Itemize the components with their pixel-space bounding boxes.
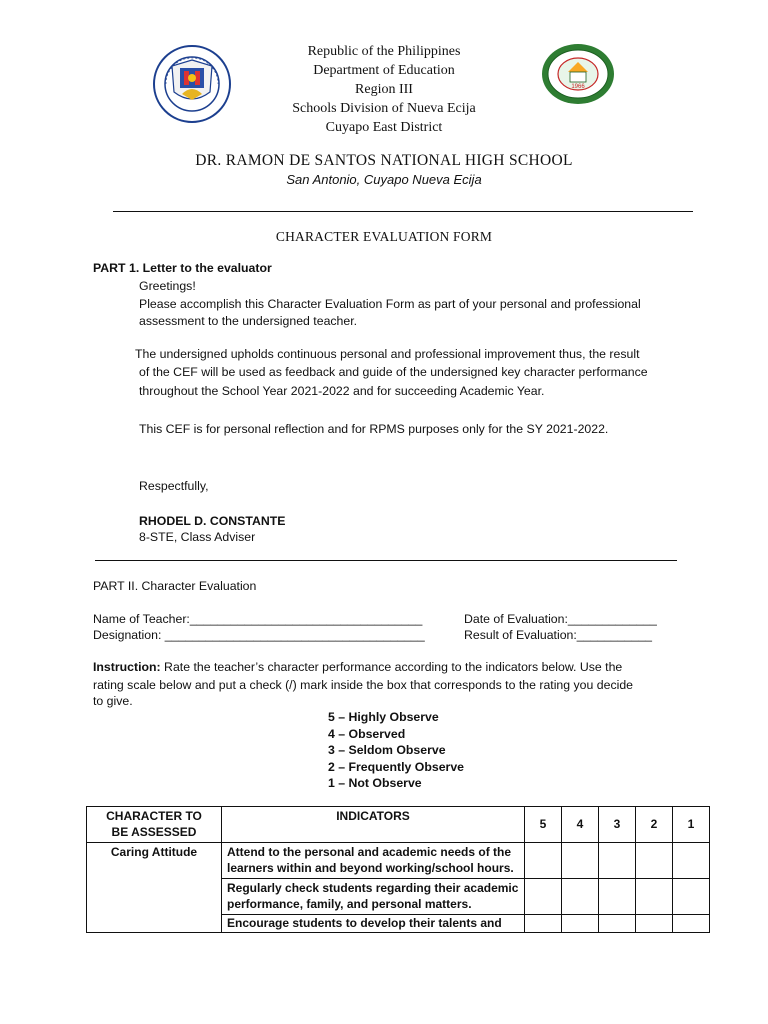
para1-line1: Please accomplish this Character Evaluation Form as part of your personal and professional (139, 297, 641, 311)
rating-box-3-5[interactable] (525, 915, 562, 933)
scale-item-1: 1 – Not Observe (328, 776, 422, 790)
header-divider (113, 211, 693, 212)
rating-box-3-4[interactable] (562, 915, 599, 933)
designation-field[interactable]: Designation: ______________________________________ (93, 628, 425, 642)
scale-item-4: 4 – Observed (328, 726, 406, 741)
header-character: CHARACTER TO BE ASSESSED (87, 807, 222, 843)
signer-title: 8-STE, Class Adviser (139, 530, 256, 544)
form-title: CHARACTER EVALUATION FORM (275, 229, 493, 244)
header-indicators: INDICATORS (222, 807, 525, 843)
header-rating-2: 2 (636, 807, 673, 843)
header-rating-5: 5 (525, 807, 562, 843)
signer-name: RHODEL D. CONSTANTE (139, 514, 286, 528)
para3: This CEF is for personal reflection and for RPMS purposes only for the SY 2021-2022. (139, 422, 609, 436)
rating-box-3-3[interactable] (599, 915, 636, 933)
indicator-2: Regularly check students regarding their academic performance, family, and personal matters. (222, 879, 525, 915)
part1-heading: PART 1. Letter to the evaluator (93, 261, 272, 275)
indicator-1: Attend to the personal and academic needs of the learners within and beyond working/school hours. (222, 843, 525, 879)
table-row (87, 843, 710, 879)
header-rating-4: 4 (562, 807, 599, 843)
character-caring-attitude: Caring Attitude (87, 843, 222, 933)
rating-box-1-4[interactable] (562, 843, 599, 879)
header-line-district: Cuyapo East District (325, 120, 443, 135)
table-header-row (87, 807, 710, 843)
header-line-division: Schools Division of Nueva Ecija (292, 101, 476, 116)
scale-item-3: 3 – Seldom Observe (328, 743, 446, 757)
rating-box-3-1[interactable] (673, 915, 710, 933)
header-rating-1: 1 (673, 807, 710, 843)
evaluation-table (86, 806, 710, 933)
instruction-line1 (93, 659, 622, 676)
part-divider (95, 560, 677, 561)
school-seal-year: 1966 (571, 84, 585, 90)
name-of-teacher-field[interactable]: Name of Teacher:__________________________________ (93, 612, 423, 626)
instruction-line2: rating scale below and put a check (/) mark inside the box that corresponds to the rating you decide (93, 678, 634, 692)
rating-box-2-4[interactable] (562, 879, 599, 915)
school-address: San Antonio, Cuyapo Nueva Ecija (286, 172, 482, 187)
closing: Respectfully, (139, 479, 209, 493)
instruction-label: Instruction: (93, 660, 161, 674)
rating-box-1-5[interactable] (525, 843, 562, 879)
rating-box-1-1[interactable] (673, 843, 710, 879)
rating-scale (328, 709, 464, 792)
agency-header (0, 42, 768, 137)
rating-box-1-2[interactable] (636, 843, 673, 879)
date-of-evaluation-field[interactable]: Date of Evaluation:_____________ (464, 612, 657, 626)
header-rating-3: 3 (599, 807, 636, 843)
rating-box-3-2[interactable] (636, 915, 673, 933)
scale-item-5: 5 – Highly Observe (328, 710, 439, 724)
rating-box-2-1[interactable] (673, 879, 710, 915)
para1-line2: assessment to the undersigned teacher. (139, 314, 358, 328)
instruction-line3: to give. (93, 694, 133, 708)
result-of-evaluation-field[interactable]: Result of Evaluation:___________ (464, 628, 653, 642)
para2-line2: of the CEF will be used as feedback and guide of the undersigned key character performance (139, 365, 648, 379)
rating-box-2-3[interactable] (599, 879, 636, 915)
scale-item-2: 2 – Frequently Observe (328, 759, 465, 774)
rating-box-2-2[interactable] (636, 879, 673, 915)
header-line-region: Region III (355, 82, 413, 97)
indicator-3: Encourage students to develop their talents and (222, 915, 525, 933)
para2-line3: throughout the School Year 2021-2022 and for succeeding Academic Year. (139, 384, 545, 398)
header-line-department: Department of Education (313, 63, 455, 78)
greeting: Greetings! (139, 279, 196, 293)
part2-heading: PART II. Character Evaluation (93, 579, 257, 593)
school-name: DR. RAMON DE SANTOS NATIONAL HIGH SCHOOL (195, 152, 573, 169)
rating-box-1-3[interactable] (599, 843, 636, 879)
rating-box-2-5[interactable] (525, 879, 562, 915)
para2-line1: The undersigned upholds continuous personal and professional improvement thus, the result (135, 347, 640, 361)
instruction-text-1: Rate the teacher’s character performance according to the indicators below. Use the (160, 660, 623, 674)
header-line-republic: Republic of the Philippines (307, 44, 461, 59)
